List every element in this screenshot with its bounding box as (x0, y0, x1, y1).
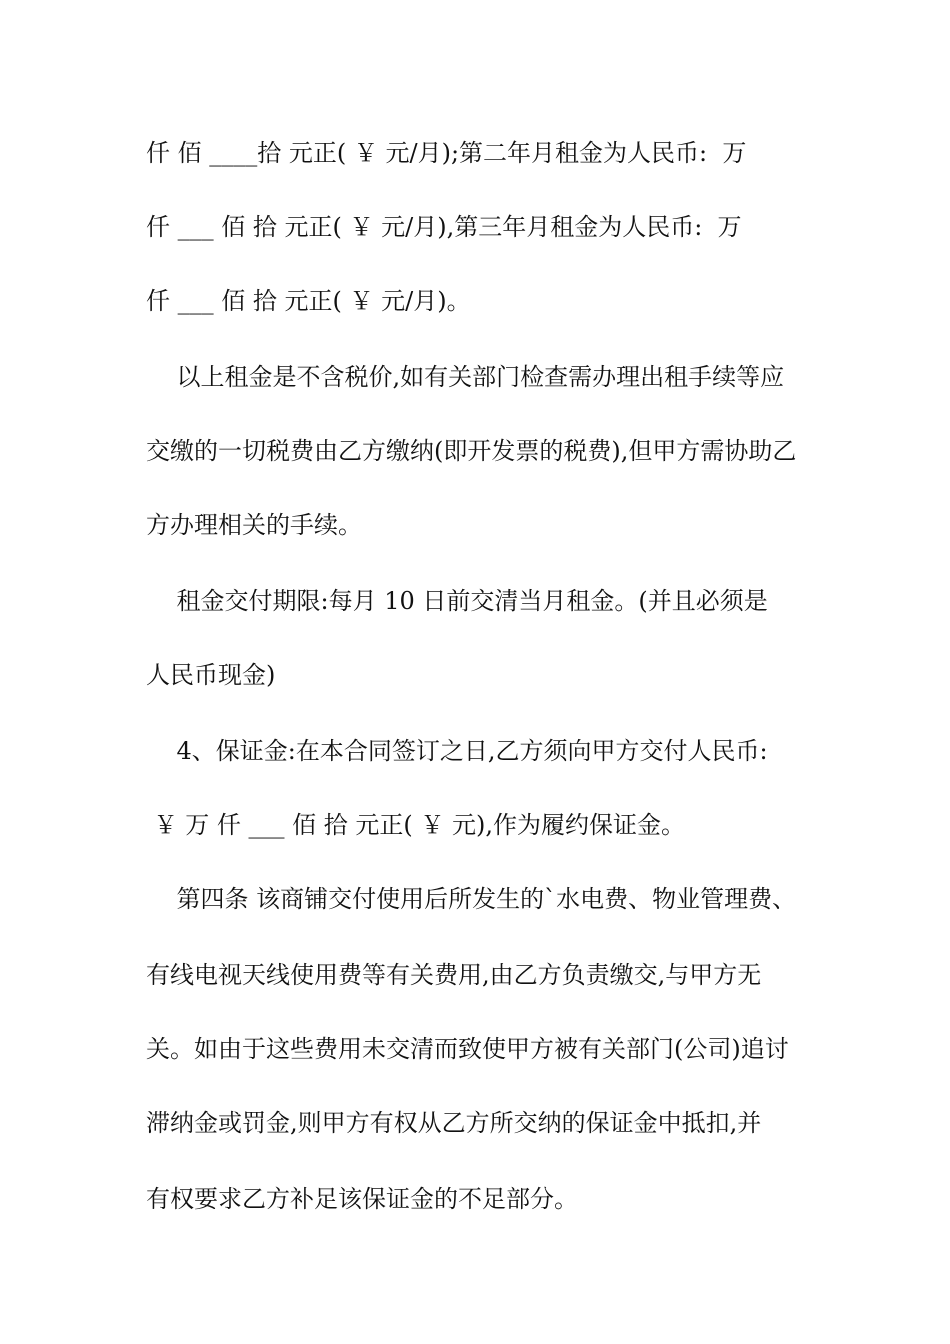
text-line-5: 交缴的一切税费由乙方缴纳(即开发票的税费),但甲方需协助乙 (146, 437, 797, 465)
text-line-10: ￥ 万 仟 ___ 佰 拾 元正( ￥ 元),作为履约保证金。 (146, 811, 686, 839)
text-line-14: 滞纳金或罚金,则甲方有权从乙方所交纳的保证金中抵扣,并 (146, 1109, 762, 1137)
text-line-7: 租金交付期限:每月 10 日前交清当月租金。(并且必须是 (146, 587, 768, 615)
text-line-1: 仟 佰 ____拾 元正( ￥ 元/月);第二年月租金为人民币: 万 (146, 139, 747, 167)
text-line-13: 关。如由于这些费用未交清而致使甲方被有关部门(公司)追讨 (146, 1035, 789, 1063)
text-line-12: 有线电视天线使用费等有关费用,由乙方负责缴交,与甲方无 (146, 961, 762, 989)
text-line-8: 人民币现金) (146, 661, 276, 689)
text-line-15: 有权要求乙方补足该保证金的不足部分。 (146, 1185, 578, 1213)
text-line-11: 第四条 该商铺交付使用后所发生的`水电费、物业管理费、 (146, 885, 797, 913)
text-line-3: 仟 ___ 佰 拾 元正( ￥ 元/月)。 (146, 287, 471, 315)
text-line-9: 4、保证金:在本合同签订之日,乙方须向甲方交付人民币: (146, 737, 768, 765)
text-line-2: 仟 ___ 佰 拾 元正( ￥ 元/月),第三年月租金为人民币: 万 (146, 213, 742, 241)
text-line-6: 方办理相关的手续。 (146, 511, 362, 539)
text-line-4: 以上租金是不含税价,如有关部门检查需办理出租手续等应 (146, 363, 785, 391)
